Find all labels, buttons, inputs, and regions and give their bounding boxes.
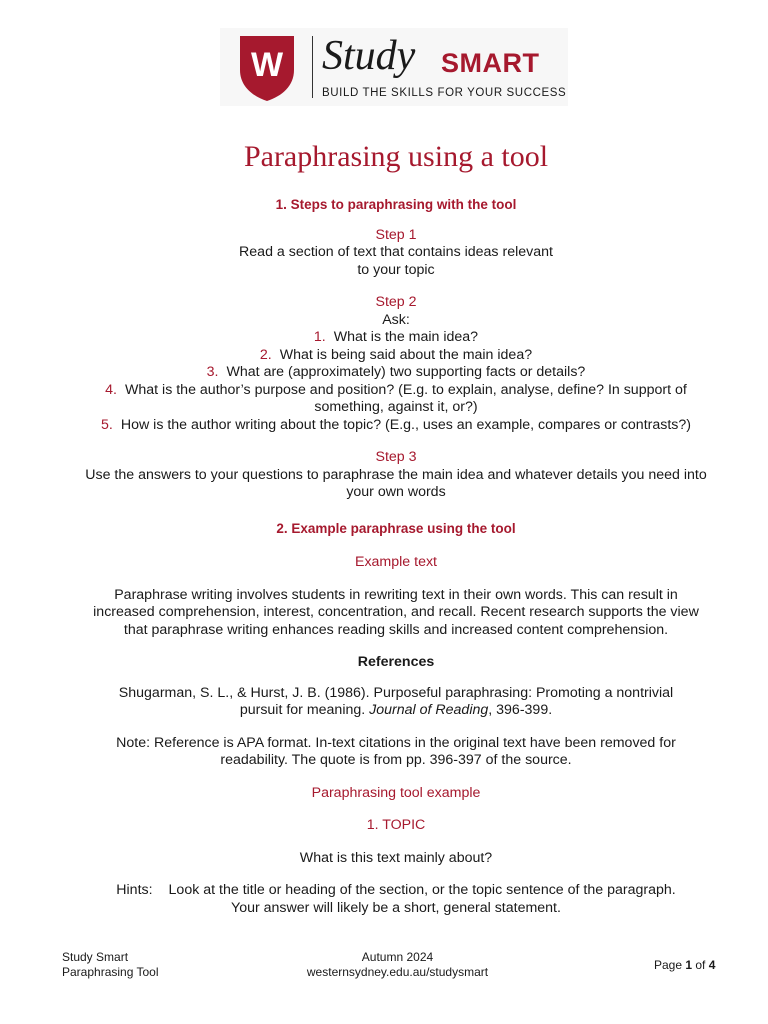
list-text: What are (approximately) two supporting facts or details?	[226, 364, 586, 380]
list-text: What is the author’s purpose and position? (E.g. to explain, analyse, define? In support of	[125, 381, 687, 398]
topic-label: 1. TOPIC	[366, 817, 426, 833]
step-2	[56, 294, 736, 434]
logo-divider	[312, 36, 313, 98]
step-3	[56, 449, 736, 502]
example-line-2: increased comprehension, interest, concentration, and recall. Recent research supports the view	[93, 604, 699, 620]
footer-document-name: Paraphrasing Tool	[62, 965, 159, 979]
list-number: 5.	[101, 416, 113, 433]
step-3-label: Step 3	[375, 449, 417, 465]
document-body	[56, 138, 736, 917]
list-item	[56, 329, 736, 347]
example-paragraph	[56, 587, 736, 640]
section-1-heading: 1. Steps to paraphrasing with the tool	[275, 197, 517, 212]
list-number: 1.	[313, 329, 326, 345]
hints-line-1: Hints: Look at the title or heading of the section, or the topic sentence of the paragraph.	[116, 882, 676, 898]
logo-tagline: BUILD THE SKILLS FOR YOUR SUCCESS	[322, 87, 567, 99]
topic-question: What is this text mainly about?	[299, 849, 493, 866]
step-2-ask: Ask:	[382, 311, 410, 328]
logo-study-word: Study	[322, 33, 416, 79]
logo-smart-word: SMART	[441, 48, 540, 78]
references-heading: References	[357, 654, 435, 670]
list-text: How is the author writing about the topic? (E.g., uses an example, compares or contrasts?)	[120, 416, 691, 433]
step-1	[56, 227, 736, 280]
list-text-continued: something, against it, or?)	[314, 399, 478, 415]
list-item	[56, 364, 736, 382]
section-2-heading: 2. Example paraphrase using the tool	[276, 520, 516, 536]
list-text: What is the main idea?	[333, 329, 479, 345]
tool-example-label: Paraphrasing tool example	[311, 784, 481, 801]
step-3-text-line-2: your own words	[346, 484, 446, 500]
page-number: Page 1 of 4	[654, 958, 716, 972]
study-smart-logo	[220, 28, 568, 106]
journal-title: Journal of Reading	[369, 702, 489, 718]
step-3-text-line-1: Use the answers to your questions to paraphrase the main idea and whatever details you need into	[85, 466, 707, 483]
step-1-label: Step 1	[375, 226, 417, 243]
step-1-text-line-2: to your topic	[357, 261, 435, 278]
example-line-1: Paraphrase writing involves students in rewriting text in their own words. This can result in	[114, 586, 678, 603]
list-item	[56, 382, 736, 417]
list-number: 4.	[105, 381, 117, 398]
footer-program: Study Smart	[62, 950, 129, 964]
hints-line-2: Your answer will likely be a short, general statement.	[231, 899, 561, 916]
reference-line-2: pursuit for meaning. Journal of Reading, 396-399.	[239, 702, 553, 718]
page-title: Paraphrasing using a tool	[243, 140, 549, 173]
list-text: What is being said about the main idea?	[279, 346, 533, 363]
example-line-3: that paraphrase writing enhances reading skills and increased content comprehension.	[123, 621, 669, 638]
list-number: 3.	[206, 364, 219, 380]
western-sydney-shield-icon	[238, 34, 296, 102]
note-line-2: readability. The quote is from pp. 396-397 of the source.	[220, 752, 572, 768]
reference-line-1: Shugarman, S. L., & Hurst, J. B. (1986). Purposeful paraphrasing: Promoting a nontrivial	[118, 684, 674, 701]
reference-note	[56, 735, 736, 770]
hints-label: Hints:	[116, 882, 153, 898]
footer-term: Autumn 2024	[361, 950, 434, 964]
step-2-label: Step 2	[375, 294, 417, 310]
hints	[56, 882, 736, 917]
footer-url: westernsydney.edu.au/studysmart	[306, 965, 489, 979]
list-item	[56, 347, 736, 365]
example-text-label: Example text	[354, 554, 437, 570]
note-line-1: Note: Reference is APA format. In-text citations in the original text have been removed for	[116, 734, 676, 751]
step-1-text-line-1: Read a section of text that contains ideas relevant	[239, 244, 553, 260]
list-number: 2.	[259, 346, 272, 363]
list-item	[56, 417, 736, 435]
svg-text:W: W	[250, 46, 284, 84]
reference-entry	[56, 685, 736, 720]
footer-center	[0, 950, 768, 980]
question-list	[56, 329, 736, 434]
